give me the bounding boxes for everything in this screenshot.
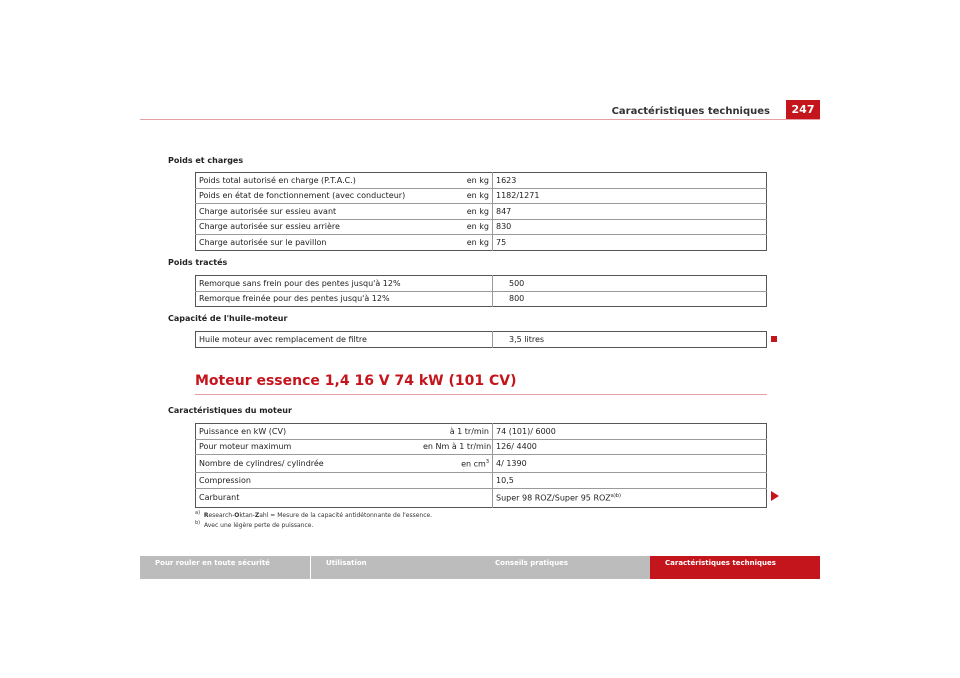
table-row — [196, 173, 767, 189]
row-name: Poids total autorisé en charge (P.T.A.C.) — [196, 173, 421, 189]
table-row — [196, 235, 767, 251]
row-unit — [420, 488, 493, 507]
row-unit — [420, 455, 493, 473]
unit-superscript: 3 — [485, 458, 489, 465]
row-value: 3,5 litres — [509, 334, 545, 344]
tab-safety[interactable]: Pour rouler en toute sécurité — [140, 556, 310, 579]
row-unit: en kg — [420, 204, 493, 220]
footnote-mark: b) — [195, 520, 201, 526]
row-name: Compression — [196, 473, 421, 489]
row-value: 1182/1271 — [493, 188, 767, 204]
row-value: 500 — [493, 276, 767, 292]
oil-table — [195, 331, 767, 348]
table-row — [196, 455, 767, 473]
running-title: Caractéristiques techniques — [611, 106, 770, 117]
row-value: 75 — [496, 237, 507, 247]
footnote-bold-z: Z — [254, 512, 260, 519]
footnote-a — [195, 510, 432, 519]
section-label-engine: Caractéristiques du moteur — [168, 406, 292, 415]
section-end-marker — [771, 336, 777, 342]
row-name: Remorque freinée pour des pentes jusqu'à 12% — [196, 291, 493, 307]
section-label-weights: Poids et charges — [168, 156, 244, 165]
header-rule — [140, 119, 820, 120]
footnote-text: ktan- — [239, 512, 255, 519]
section-label-towing: Poids tractés — [168, 258, 228, 267]
row-name: Nombre de cylindres/ cylindrée — [196, 455, 421, 473]
row-unit: à 1 tr/min — [420, 424, 493, 440]
table-row — [196, 219, 767, 235]
towing-table — [195, 275, 767, 307]
row-value: 830 — [493, 219, 767, 235]
row-value: 4/ 1390 — [493, 455, 767, 473]
value-text: Super 98 ROZ/Super 95 ROZ — [496, 493, 611, 503]
tab-technical-data[interactable]: Caractéristiques techniques — [650, 556, 820, 579]
row-unit: en kg — [420, 173, 493, 189]
row-value: 74 (101)/ 6000 — [493, 424, 767, 440]
footnote-text: esearch- — [208, 512, 235, 519]
table-row — [196, 439, 767, 455]
footnote-mark: a) — [195, 510, 201, 516]
row-name: Charge autorisée sur le pavillon — [199, 237, 327, 247]
table-row — [196, 291, 767, 307]
row-value: 126/ 4400 — [493, 439, 767, 455]
footnote-text: Avec une légère perte de puissance. — [203, 522, 314, 529]
table-row — [196, 332, 767, 348]
footnote-text: ahl = Mesure de la capacité antidétonnante de l'essence. — [259, 512, 433, 519]
continue-arrow-icon — [771, 491, 779, 501]
row-unit: en Nm à 1 tr/min — [420, 439, 493, 455]
table-row — [196, 424, 767, 440]
row-name: Charge autorisée sur essieu arrière — [196, 219, 421, 235]
table-row — [196, 473, 767, 489]
tab-operation[interactable]: Utilisation — [311, 556, 481, 579]
row-name: Charge autorisée sur essieu avant — [196, 204, 421, 220]
engine-table — [195, 423, 767, 508]
value-superscript: a)b) — [610, 492, 621, 499]
section-label-oil: Capacité de l'huile-moteur — [168, 314, 288, 323]
row-unit: en kg — [420, 235, 493, 251]
weights-table — [195, 172, 767, 251]
footnote-bold-r: R — [203, 512, 209, 519]
page-number: 247 — [786, 100, 820, 119]
row-name: Carburant — [199, 493, 240, 502]
table-row — [196, 188, 767, 204]
table-row — [196, 204, 767, 220]
row-unit: en kg — [420, 219, 493, 235]
footnote-bold-o: O — [234, 512, 240, 519]
row-value: 1623 — [493, 173, 767, 189]
row-name: Remorque sans frein pour des pentes jusqu'à 12% — [196, 276, 493, 292]
footnote-b — [195, 520, 313, 529]
row-value: 800 — [509, 294, 525, 304]
table-row — [196, 488, 767, 507]
row-value: 10,5 — [493, 473, 767, 489]
row-name: Pour moteur maximum — [196, 439, 421, 455]
row-unit: en kg — [420, 188, 493, 204]
row-name: Poids en état de fonctionnement (avec conducteur) — [196, 188, 421, 204]
chapter-title: Moteur essence 1,4 16 V 74 kW (101 CV) — [195, 373, 517, 389]
row-name: Huile moteur avec remplacement de filtre — [196, 332, 493, 348]
chapter-rule — [195, 394, 767, 395]
tab-practical-tips[interactable]: Conseils pratiques — [480, 556, 650, 579]
row-unit — [420, 473, 493, 489]
row-name: Puissance en kW (CV) — [196, 424, 421, 440]
row-value: 847 — [493, 204, 767, 220]
unit-text: en cm — [461, 459, 486, 469]
table-row — [196, 276, 767, 292]
row-value — [493, 488, 767, 507]
